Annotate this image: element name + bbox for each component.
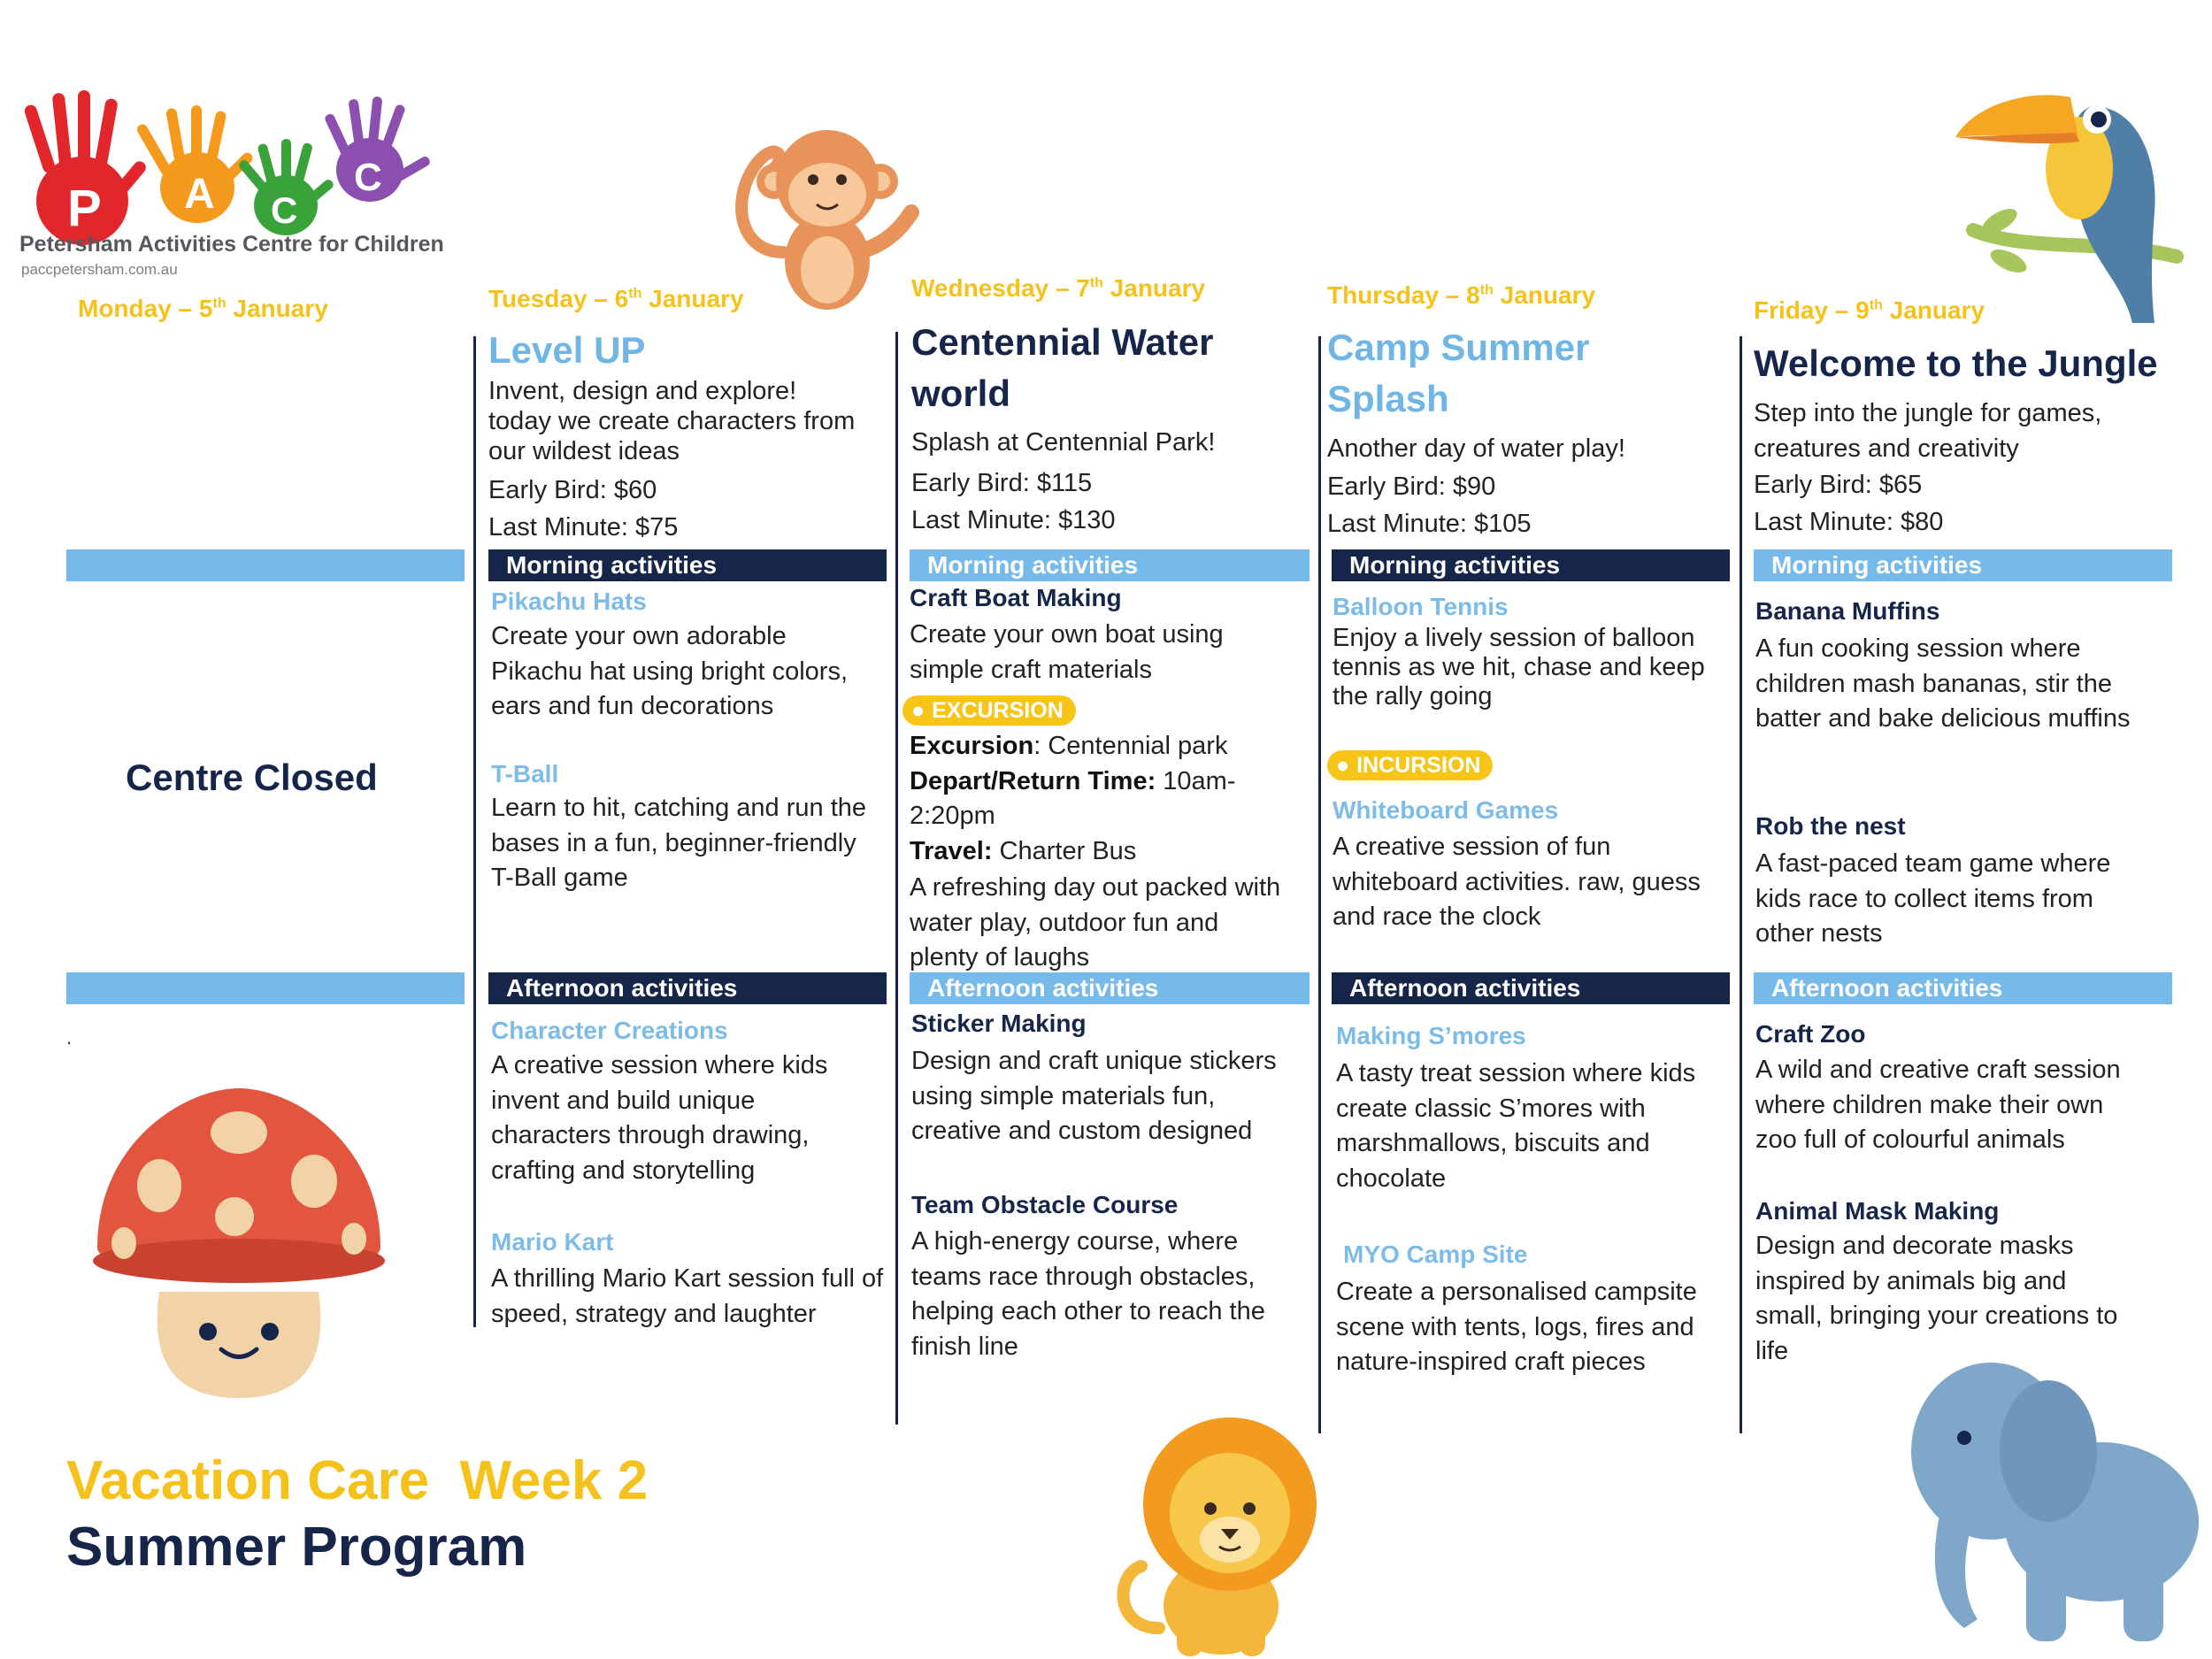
- monkey-illustration: [721, 102, 933, 323]
- activity-title: Rob the nest: [1755, 812, 1906, 840]
- day-suffix: th: [628, 286, 642, 302]
- activity-title: T-Ball: [491, 760, 559, 787]
- toucan-illustration: [1947, 71, 2185, 327]
- activity-description: Create a personalised campsite scene with tents, logs, fires and nature-inspired craft pieces: [1336, 1278, 1697, 1376]
- day-label: Tuesday – 6: [488, 285, 629, 312]
- day-month: January: [1882, 296, 1985, 324]
- friday-last-minute: Last Minute: $80: [1754, 508, 1944, 536]
- excursion-label: Excursion: [910, 732, 1034, 760]
- activity-title: Animal Mask Making: [1755, 1197, 2000, 1225]
- day-month: January: [1102, 274, 1206, 302]
- program-week-title: Vacation Care Week 2: [66, 1450, 649, 1511]
- activity-description: A creative session where kids invent and build unique characters through drawing, crafting and storytelling: [491, 1051, 828, 1185]
- activity-title: Team Obstacle Course: [911, 1191, 1179, 1218]
- thursday-last-minute: Last Minute: $105: [1327, 510, 1532, 538]
- activity-title: Making S’mores: [1336, 1022, 1526, 1049]
- day-month: January: [226, 295, 328, 322]
- day-header-thursday: [1327, 281, 1595, 310]
- thursday-afternoon-bar: Afternoon activities: [1332, 972, 1730, 1004]
- logo-letter-c2: C: [354, 156, 382, 199]
- activity-description: A thrilling Mario Kart session full of speed, strategy and laughter: [491, 1264, 884, 1328]
- incursion-badge: [1327, 750, 1493, 780]
- day-label: Thursday – 8: [1327, 281, 1480, 309]
- tuesday-event-title: Level UP: [488, 329, 646, 371]
- day-header-monday: [78, 295, 328, 323]
- activity-title: Whiteboard Games: [1333, 796, 1559, 824]
- friday-description: Step into the jungle for games, creatures and creativity: [1754, 399, 2102, 463]
- activity-title: Pikachu Hats: [491, 588, 647, 615]
- badge-label: INCURSION: [1356, 753, 1481, 778]
- column-divider: [1740, 336, 1742, 1433]
- activity-title: Banana Muffins: [1755, 597, 1940, 625]
- tuesday-morning-bar: Morning activities: [488, 549, 887, 581]
- wednesday-early-bird: Early Bird: $115: [911, 469, 1093, 497]
- thursday-description: Another day of water play!: [1327, 434, 1625, 463]
- activity-title: Craft Boat Making: [910, 584, 1122, 611]
- stray-dot: .: [66, 1026, 73, 1048]
- day-month: January: [1493, 281, 1596, 309]
- thursday-morning-bar: Morning activities: [1332, 549, 1730, 581]
- logo-letter-a: A: [184, 171, 215, 218]
- activity-title: Sticker Making: [911, 1010, 1087, 1037]
- day-label: Monday – 5: [78, 295, 213, 322]
- excursion-badge: [902, 695, 1076, 726]
- centre-url: paccpetersham.com.au: [21, 261, 178, 278]
- day-suffix: th: [1479, 282, 1494, 298]
- friday-event-title: Welcome to the Jungle: [1754, 342, 2158, 384]
- excursion-value: : Centennial park: [1033, 732, 1228, 760]
- badge-label: EXCURSION: [932, 698, 1064, 723]
- lion-illustration: [1106, 1416, 1327, 1659]
- thursday-early-bird: Early Bird: $90: [1327, 472, 1496, 501]
- activity-description: Learn to hit, catching and run the bases in a fun, beginner-friendly T-Ball game: [491, 794, 867, 892]
- activity-title: Craft Zoo: [1755, 1020, 1866, 1048]
- tuesday-afternoon-bar: Afternoon activities: [488, 972, 887, 1004]
- centre-closed-label: Centre Closed: [126, 757, 378, 798]
- activity-title: Mario Kart: [491, 1228, 614, 1256]
- wednesday-last-minute: Last Minute: $130: [911, 506, 1116, 534]
- day-month: January: [641, 285, 744, 312]
- activity-description: A wild and creative craft session where children make their own zoo full of colourful animals: [1755, 1056, 2121, 1154]
- day-suffix: th: [1089, 275, 1103, 291]
- activity-description: A fun cooking session where children mash bananas, stir the batter and bake delicious muffins: [1755, 634, 2131, 733]
- activity-description: Design and craft unique stickers using simple materials fun, creative and custom designed: [911, 1047, 1277, 1145]
- friday-afternoon-bar: Afternoon activities: [1754, 972, 2172, 1004]
- wednesday-afternoon-bar: Afternoon activities: [910, 972, 1310, 1004]
- activity-title: MYO Camp Site: [1343, 1240, 1528, 1268]
- day-header-friday: [1754, 296, 1985, 325]
- activity-title: Character Creations: [491, 1017, 728, 1044]
- activity-description: Create your own boat using simple craft materials: [910, 620, 1224, 684]
- tuesday-early-bird: Early Bird: $60: [488, 476, 657, 504]
- thursday-event-title: Camp Summer Splash: [1327, 326, 1590, 419]
- activity-description: Enjoy a lively session of balloon tennis as we hit, chase and keep the rally going: [1333, 624, 1705, 710]
- tuesday-last-minute: Last Minute: $75: [488, 513, 679, 541]
- time-label: Depart/Return Time:: [910, 766, 1156, 795]
- activity-title: Balloon Tennis: [1333, 593, 1509, 620]
- elephant-illustration: [1893, 1354, 2203, 1646]
- day-suffix: th: [212, 296, 227, 311]
- excursion-description: A refreshing day out packed with water play, outdoor fun and plenty of laughs: [910, 873, 1281, 972]
- travel-value: Charter Bus: [992, 836, 1137, 865]
- program-season-title: Summer Program: [66, 1517, 527, 1578]
- paw-icon: ●: [1336, 753, 1350, 778]
- monday-morning-bar: [66, 549, 465, 581]
- activity-description: A high-energy course, where teams race through obstacles, helping each other to reach the finish line: [911, 1227, 1265, 1361]
- logo-letter-p: P: [67, 180, 102, 237]
- activity-description: A creative session of fun whiteboard activities. raw, guess and race the clock: [1333, 833, 1701, 931]
- mushroom-illustration: [88, 1071, 389, 1407]
- column-divider: [473, 336, 476, 1327]
- excursion-details: [910, 729, 1299, 869]
- column-divider: [1318, 336, 1321, 1433]
- tuesday-description: Invent, design and explore! today we create characters from our wildest ideas: [488, 377, 856, 465]
- monday-afternoon-bar: [66, 972, 465, 1004]
- logo-letter-c1: C: [271, 189, 298, 231]
- wednesday-event-title: Centennial Water world: [911, 321, 1214, 414]
- friday-morning-bar: Morning activities: [1754, 549, 2172, 581]
- activity-description: A tasty treat session where kids create classic S’mores with marshmallows, biscuits and chocolate: [1336, 1059, 1696, 1193]
- day-header-tuesday: [488, 285, 744, 313]
- activity-description: Create your own adorable Pikachu hat using bright colors, ears and fun decorations: [491, 622, 848, 720]
- day-label: Wednesday – 7: [911, 274, 1090, 302]
- day-label: Friday – 9: [1754, 296, 1870, 324]
- column-divider: [895, 332, 898, 1425]
- wednesday-morning-bar: Morning activities: [910, 549, 1310, 581]
- wednesday-description: Splash at Centennial Park!: [911, 428, 1216, 457]
- friday-early-bird: Early Bird: $65: [1754, 471, 1923, 499]
- activity-description: A fast-paced team game where kids race to collect items from other nests: [1755, 849, 2111, 948]
- travel-label: Travel:: [910, 836, 993, 865]
- time-value: 10am-2:20pm: [910, 766, 1236, 830]
- paw-icon: ●: [911, 698, 926, 723]
- day-suffix: th: [1869, 297, 1883, 313]
- centre-name: Petersham Activities Centre for Children: [19, 232, 444, 257]
- activity-description: Design and decorate masks inspired by animals big and small, bringing your creations to life: [1755, 1232, 2118, 1365]
- day-header-wednesday: [911, 274, 1205, 303]
